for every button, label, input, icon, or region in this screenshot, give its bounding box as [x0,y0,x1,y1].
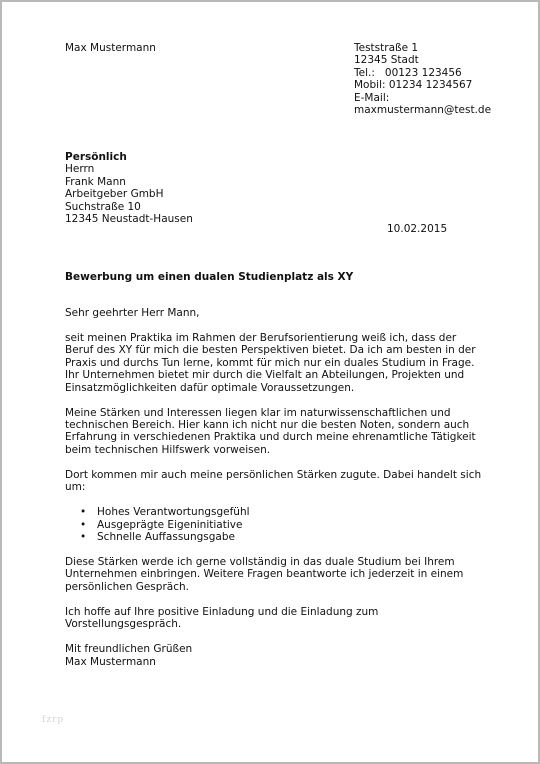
list-item-label: Ausgeprägte Eigeninitiative [97,518,243,531]
sender-street: Teststraße 1 [354,42,419,54]
letter-greeting: Sehr geehrter Herr Mann, [65,307,200,319]
sender-email-label: E-Mail: [354,91,390,104]
recipient-name: Frank Mann [65,175,126,188]
recipient-street: Suchstraße 10 [65,200,141,213]
body-paragraph: Dort kommen mir auch meine persönlichen Stärken zugute. Dabei handelt sich um: [65,468,482,494]
sender-name: Max Mustermann [65,42,156,54]
list-item [80,506,485,518]
list-item [80,519,485,531]
sender-mobile: Mobil: 01234 1234567 [354,79,473,92]
bullet-icon: • [80,506,87,519]
list-item [80,531,485,543]
letter-page [2,2,538,762]
body-paragraph: Meine Stärken und Interessen liegen klar im naturwissenschaftlichen und technischen Bereich. Hier kann ich nicht nur die besten Noten, sondern auch Erfahrung in verschiedenen Praktika und durch meine ehrenamtliche Tätigkeit beim technischen Hilfswerk vorweisen. [65,406,476,456]
recipient-salutation: Herrn [65,163,95,176]
list-item-label: Hohes Verantwortungsgefühl [97,506,250,519]
list-item-label: Schnelle Auffassungsgabe [97,531,235,544]
letter-body [65,307,485,668]
sender-phone: Tel.: 00123 123456 [354,66,462,79]
bullet-icon: • [80,518,87,531]
recipient-city: 12345 Neustadt-Hausen [65,212,193,225]
letter-date: 10.02.2015 [387,223,448,235]
closing-phrase: Mit freundlichen Grüßen [65,643,193,656]
letter-closing [65,643,485,668]
body-paragraph: seit meinen Praktika im Rahmen der Berufsorientierung weiß ich, dass der Beruf des XY für mich die besten Perspektiven bietet. Da ich am besten in der Praxis und durchs Tun lerne, kommt für mich nur ein duales Studium in Frage. Ihr Unternehmen bietet mir durch die Vielfalt an Abteilungen, Projekten und Einsatzmöglichkeiten dafür optimale Voraussetzungen. [65,332,476,394]
recipient-address [65,151,193,225]
closing-name: Max Mustermann [65,655,156,668]
recipient-company: Arbeitgeber GmbH [65,188,164,201]
letter-subject: Bewerbung um einen dualen Studienplatz als XY [65,271,354,283]
sender-city: 12345 Stadt [354,54,419,67]
body-paragraph: Diese Stärken werde ich gerne vollständig in das duale Studium bei Ihrem Unternehmen einbringen. Weitere Fragen beantworte ich jederzeit in einem persönlichen Gespräch. [65,556,464,593]
watermark: fzrp [42,715,65,725]
bullet-icon: • [80,531,87,544]
recipient-heading: Persönlich [65,151,127,163]
sender-email: maxmustermann@test.de [354,103,492,116]
strengths-list [65,506,485,543]
sender-address [354,42,491,116]
body-paragraph: Ich hoffe auf Ihre positive Einladung und die Einladung zum Vorstellungsgespräch. [65,605,379,631]
